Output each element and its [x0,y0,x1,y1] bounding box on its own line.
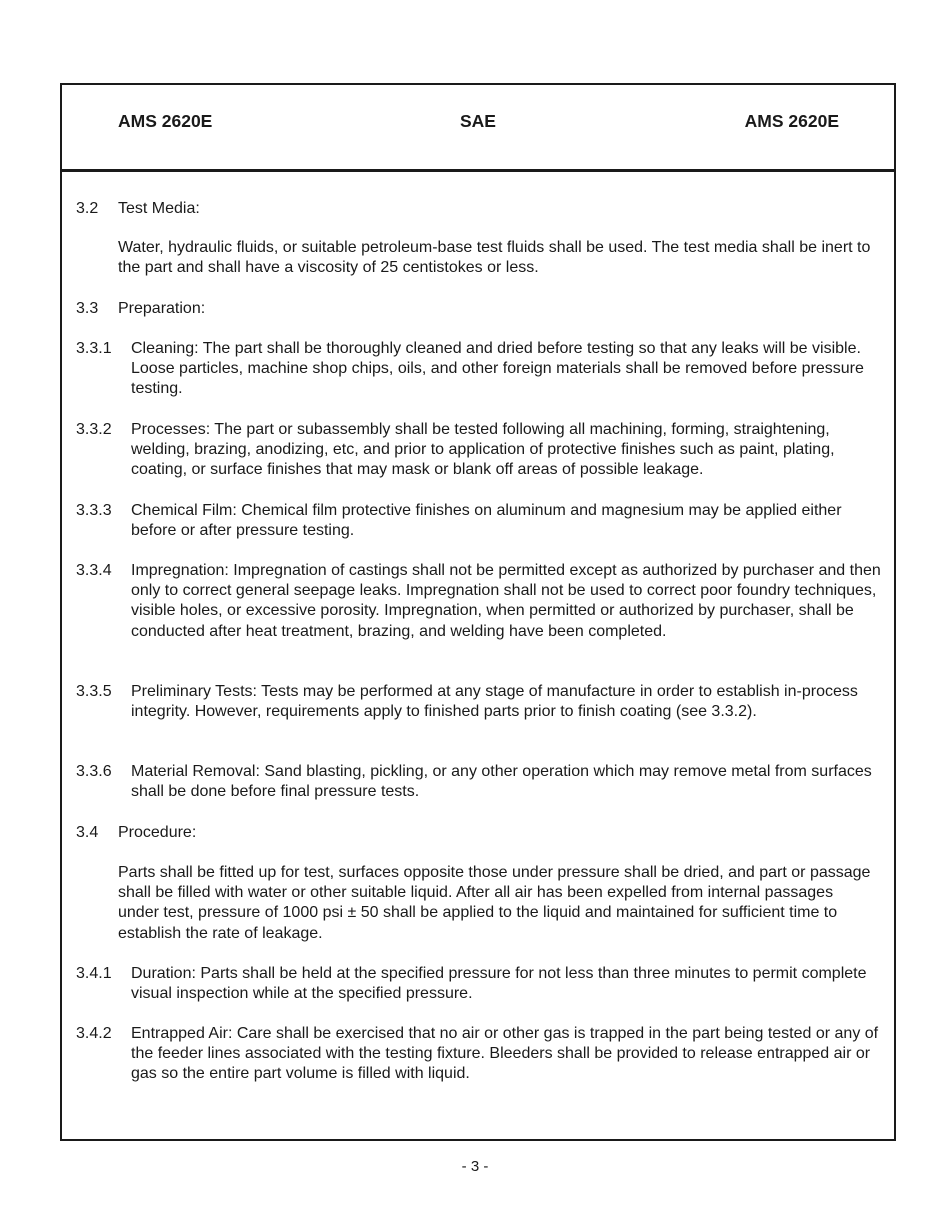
section-heading: Preparation: [118,300,206,317]
section-number: 3.3 [76,300,99,317]
page-number: - 3 - [461,1158,489,1175]
header-doc-id-right: AMS 2620E [744,111,839,131]
paragraph: Impregnation: Impregnation of castings shall not be permitted except as authorized by purchaser and then only to correct general seepage leaks. Impregnation shall not be used to correct poor foundry techniques, visible holes, or excessive porosity. Impregnation, when permitted or authorized by purchaser, shall be conducted after heat treatment, brazing, and welding have been completed. [131,562,881,640]
paragraph: Preliminary Tests: Tests may be performed at any stage of manufacture in order to establish in-process integrity. However, requirements apply to finished parts prior to finish coating (see 3.3.2). [131,683,858,721]
section-number: 3.3.1 [76,340,112,357]
header-doc-id-left: AMS 2620E [118,111,213,131]
section-number: 3.4 [76,824,99,841]
paragraph: Water, hydraulic fluids, or suitable petroleum-base test fluids shall be used. The test media shall be inert to the part and shall have a viscosity of 25 centistokes or less. [118,239,871,277]
section-number: 3.3.4 [76,562,112,579]
document-frame [60,83,896,1141]
paragraph: Processes: The part or subassembly shall be tested following all machining, forming, straightening, welding, brazing, anodizing, etc, and prior to application of protective finishes such as paint, plating, coating, or surface finishes that may mask or blank off areas of possible leakage. [131,421,835,479]
header-org: SAE [460,111,496,131]
section-number: 3.4.1 [76,965,112,982]
section-number: 3.4.2 [76,1025,112,1042]
paragraph: Cleaning: The part shall be thoroughly cleaned and dried before testing so that any leaks will be visible. Loose particles, machine shop chips, oils, and other foreign materials shall be removed before pressure testing. [131,340,864,398]
paragraph: Parts shall be fitted up for test, surfaces opposite those under pressure shall be dried, and part or passage shall be filled with water or other suitable liquid. After all air has been expelled from internal passages under test, pressure of 1000 psi ± 50 shall be applied to the liquid and maintained for sufficient time to establish the rate of leakage. [118,864,871,942]
section-number: 3.3.5 [76,683,112,700]
paragraph: Entrapped Air: Care shall be exercised that no air or other gas is trapped in the part being tested or any of the feeder lines associated with the testing fixture. Bleeders shall be provided to release entrapped air or gas so the entire part volume is filled with liquid. [131,1025,879,1083]
section-number: 3.3.3 [76,502,112,519]
section-number: 3.3.6 [76,763,112,780]
section-number: 3.2 [76,200,99,217]
section-number: 3.3.2 [76,421,112,438]
paragraph: Chemical Film: Chemical film protective finishes on aluminum and magnesium may be applied either before or after pressure testing. [131,502,842,540]
section-heading: Procedure: [118,824,197,841]
paragraph: Material Removal: Sand blasting, pickling, or any other operation which may remove metal from surfaces shall be done before final pressure tests. [131,763,872,801]
page-header [62,85,894,172]
section-heading: Test Media: [118,200,200,217]
paragraph: Duration: Parts shall be held at the specified pressure for not less than three minutes to permit complete visual inspection while at the specified pressure. [131,965,867,1003]
